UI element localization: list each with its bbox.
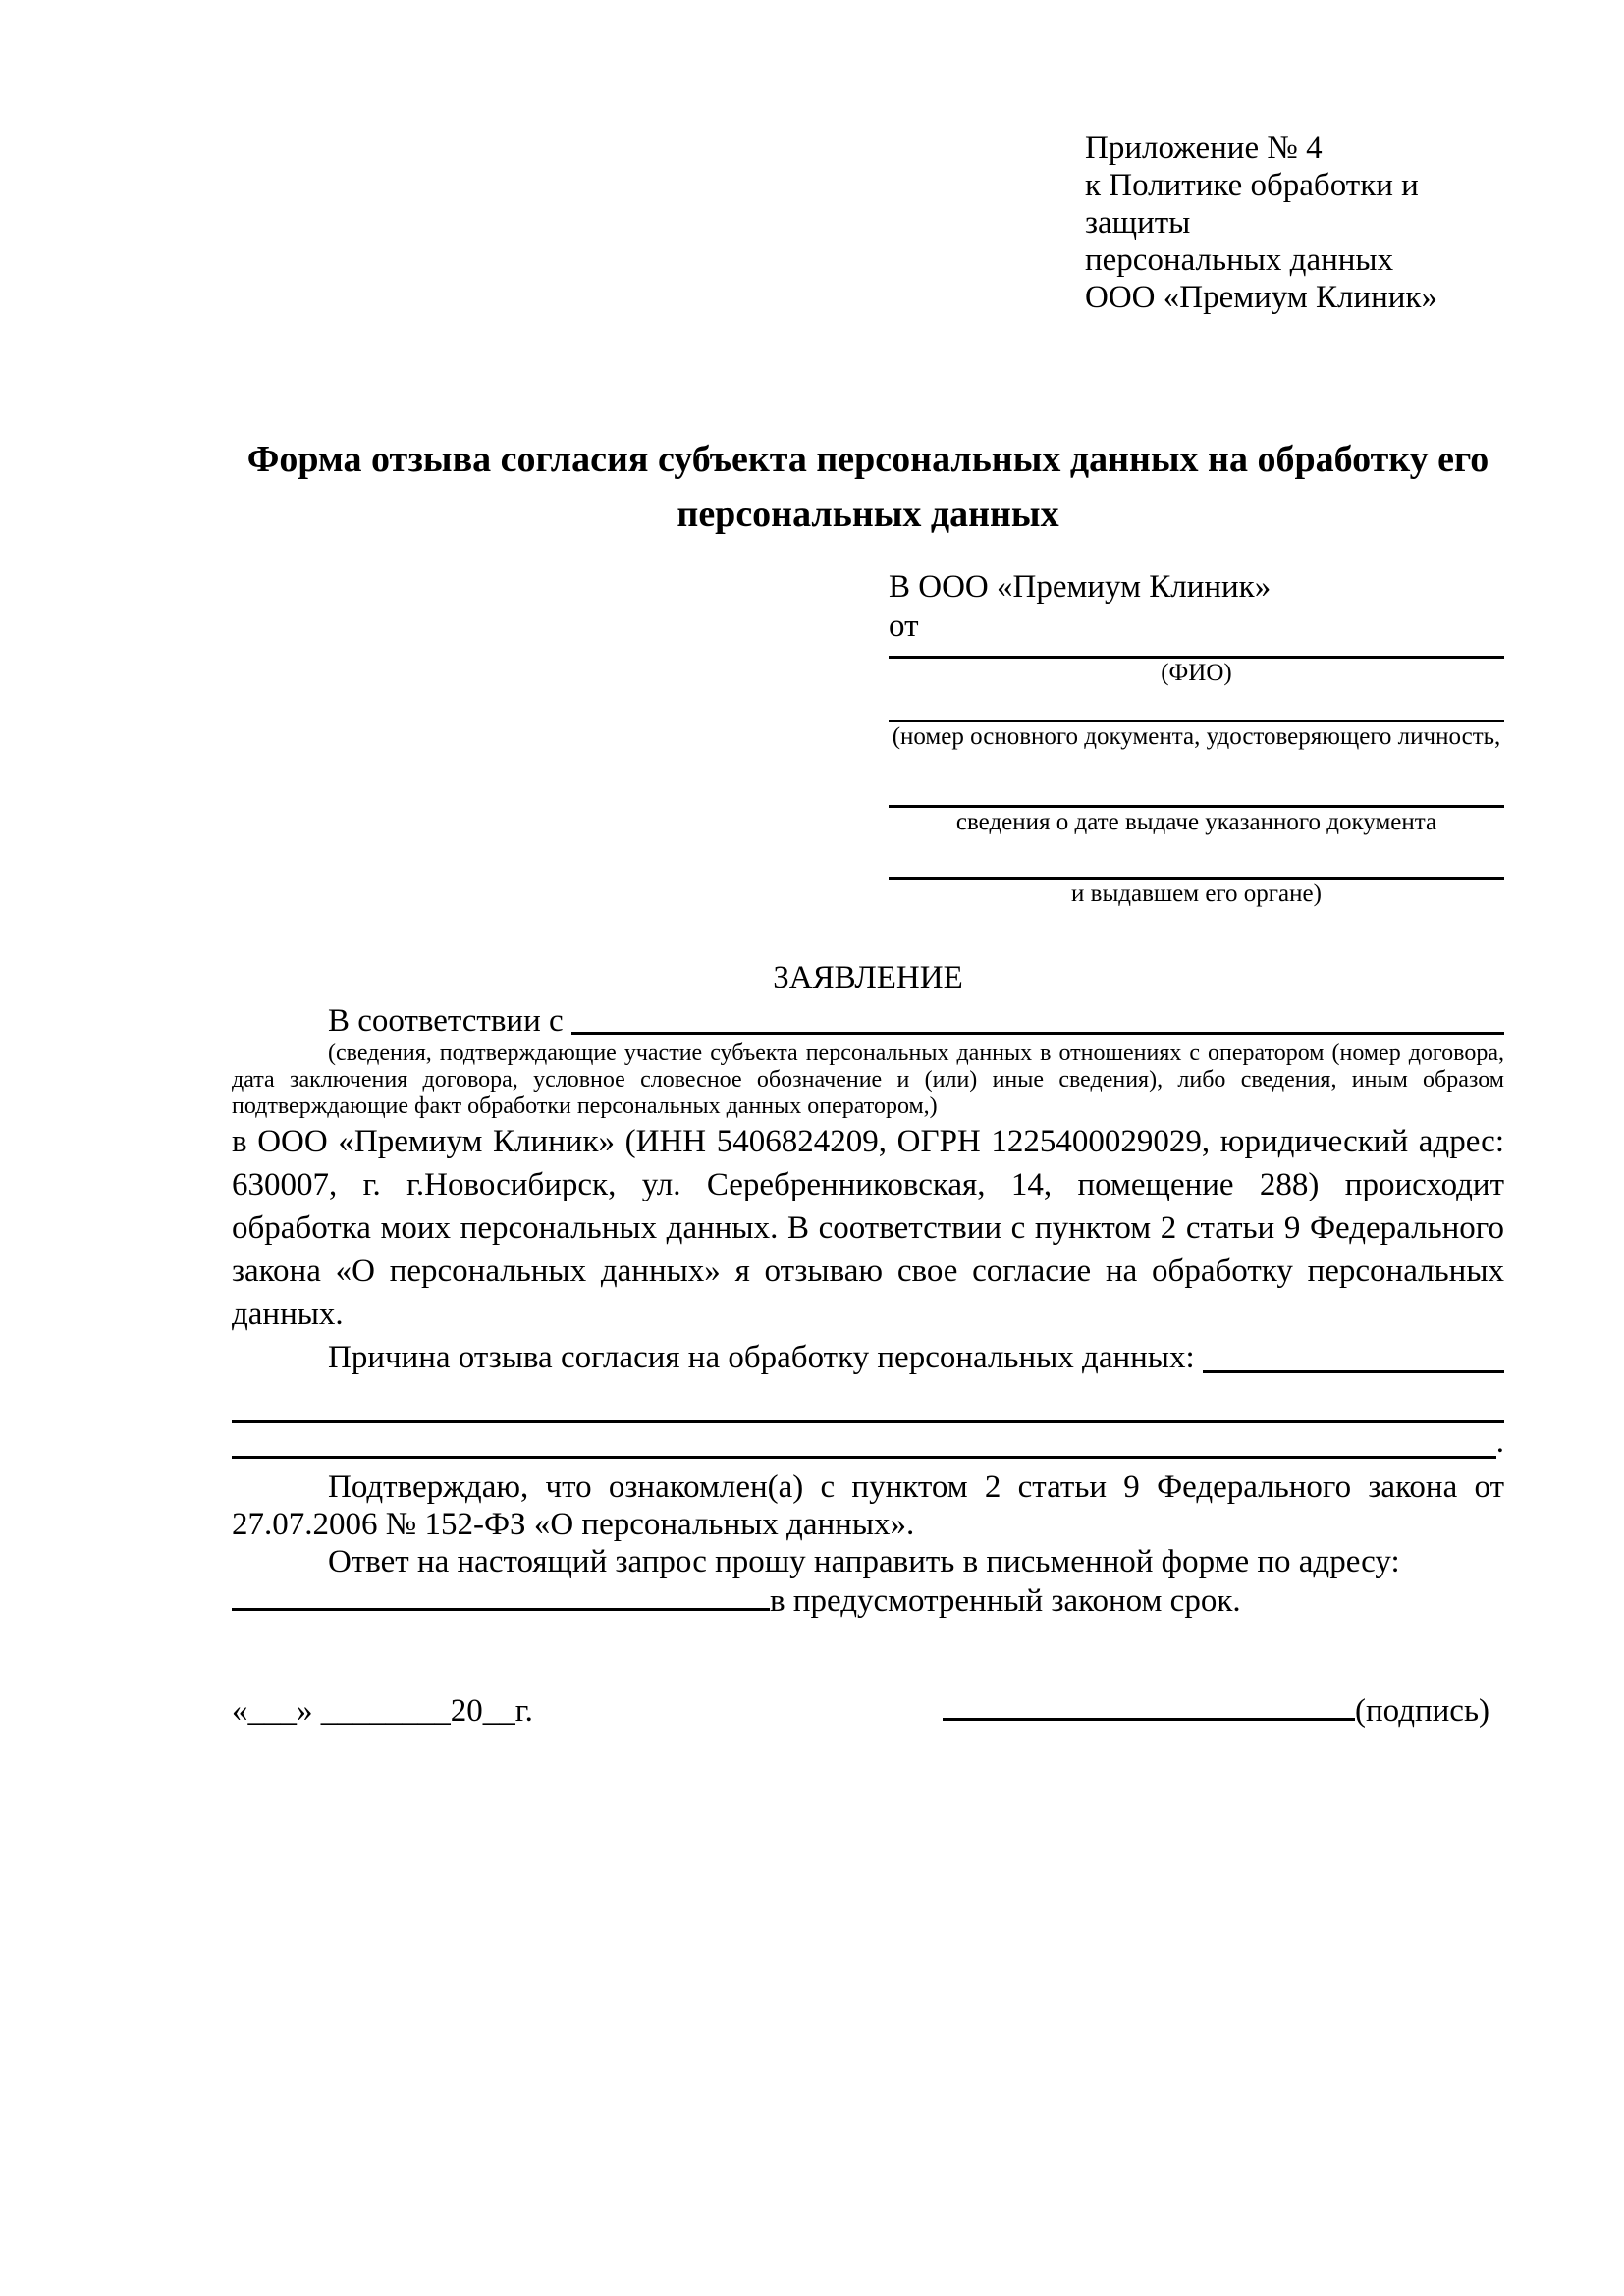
addressee-to: В ООО «Премиум Клиник» bbox=[889, 569, 1272, 605]
signature-group bbox=[943, 1690, 1489, 1731]
doc-number-field bbox=[889, 710, 1504, 752]
issuer-caption: и выдавшем его органе) bbox=[1071, 881, 1322, 907]
reason-writein-line-1 bbox=[232, 1391, 1504, 1423]
reason-lead: Причина отзыва согласия на обработку персональных данных: bbox=[328, 1340, 1195, 1375]
addressee-block bbox=[889, 567, 1504, 909]
date-placeholder[interactable]: «___» ________20__г. bbox=[232, 1693, 533, 1729]
reply-lead: Ответ на настоящий запрос прошу направить в письменной форме по адресу: bbox=[328, 1544, 1400, 1579]
doc-number-input-line[interactable] bbox=[889, 710, 1504, 722]
reason-writein-input-1[interactable] bbox=[232, 1391, 1504, 1423]
issue-date-caption: сведения о дате выдаче указанного документа bbox=[955, 809, 1437, 835]
reason-writein-line-2 bbox=[232, 1425, 1504, 1459]
issue-date-input-line[interactable] bbox=[889, 795, 1504, 808]
signature-input-line[interactable] bbox=[943, 1690, 1355, 1721]
issue-date-field bbox=[889, 795, 1504, 837]
appendix-block bbox=[1085, 130, 1504, 316]
intro-input-line[interactable] bbox=[571, 1001, 1504, 1035]
doc-number-caption: (номер основного документа, удостоверяющего личность, bbox=[892, 723, 1501, 750]
fio-caption: (ФИО) bbox=[1161, 660, 1232, 686]
appendix-line: Приложение № 4 bbox=[1085, 131, 1323, 166]
fio-field bbox=[889, 646, 1504, 688]
reason-writein-input-2[interactable] bbox=[232, 1426, 1496, 1459]
statement-heading: ЗАЯВЛЕНИЕ bbox=[773, 960, 963, 995]
reason-input-line[interactable] bbox=[1203, 1336, 1504, 1373]
appendix-line: к Политике обработки и защиты bbox=[1085, 168, 1419, 240]
fio-input-line[interactable] bbox=[889, 646, 1504, 659]
page-title: Форма отзыва согласия субъекта персональных данных на обработку его персональных данных bbox=[246, 439, 1489, 535]
intro-lead: В соответствии с bbox=[328, 1003, 564, 1039]
intro-row bbox=[232, 1001, 1504, 1041]
issuer-input-line[interactable] bbox=[889, 867, 1504, 880]
issuer-field bbox=[889, 867, 1504, 909]
reply-tail: в предусмотренный законом срок. bbox=[770, 1583, 1241, 1619]
signature-caption: (подпись) bbox=[1355, 1693, 1489, 1729]
appendix-line: персональных данных bbox=[1085, 242, 1394, 278]
reason-period: . bbox=[1495, 1424, 1504, 1460]
appendix-line: ООО «Премиум Клиник» bbox=[1085, 280, 1437, 315]
reply-line bbox=[232, 1580, 1504, 1620]
confirm-paragraph: Подтверждаю, что ознакомлен(а) с пунктом 2 статьи 9 Федерального закона от 27.07.2006 № 152-ФЗ «О персональных данных». bbox=[232, 1469, 1504, 1542]
addressee-from-label: от bbox=[889, 609, 919, 644]
intro-note: (сведения, подтверждающие участие субъекта персональных данных в отношениях с оператором (номер договора, дата заключения договора, условное словесное обозначение и (или) иные сведения), либо сведения, иным образом подтверждающие факт обработки персональных данных оператором,) bbox=[232, 1041, 1504, 1119]
body-paragraph: в ООО «Премиум Клиник» (ИНН 5406824209, ОГРН 1225400029029, юридический адрес: 630007, г. г.Новосибирск, ул. Серебренниковская, 14, помещение 288) происходит обработка моих персональных данных. В соответствии с пунктом 2 статьи 9 Федерального закона «О персональных данных» я отзываю свое согласие на обработку персональных данных. bbox=[232, 1124, 1504, 1332]
signature-row bbox=[232, 1690, 1504, 1731]
reason-row bbox=[232, 1336, 1504, 1379]
reply-address-input-line[interactable] bbox=[232, 1580, 770, 1611]
